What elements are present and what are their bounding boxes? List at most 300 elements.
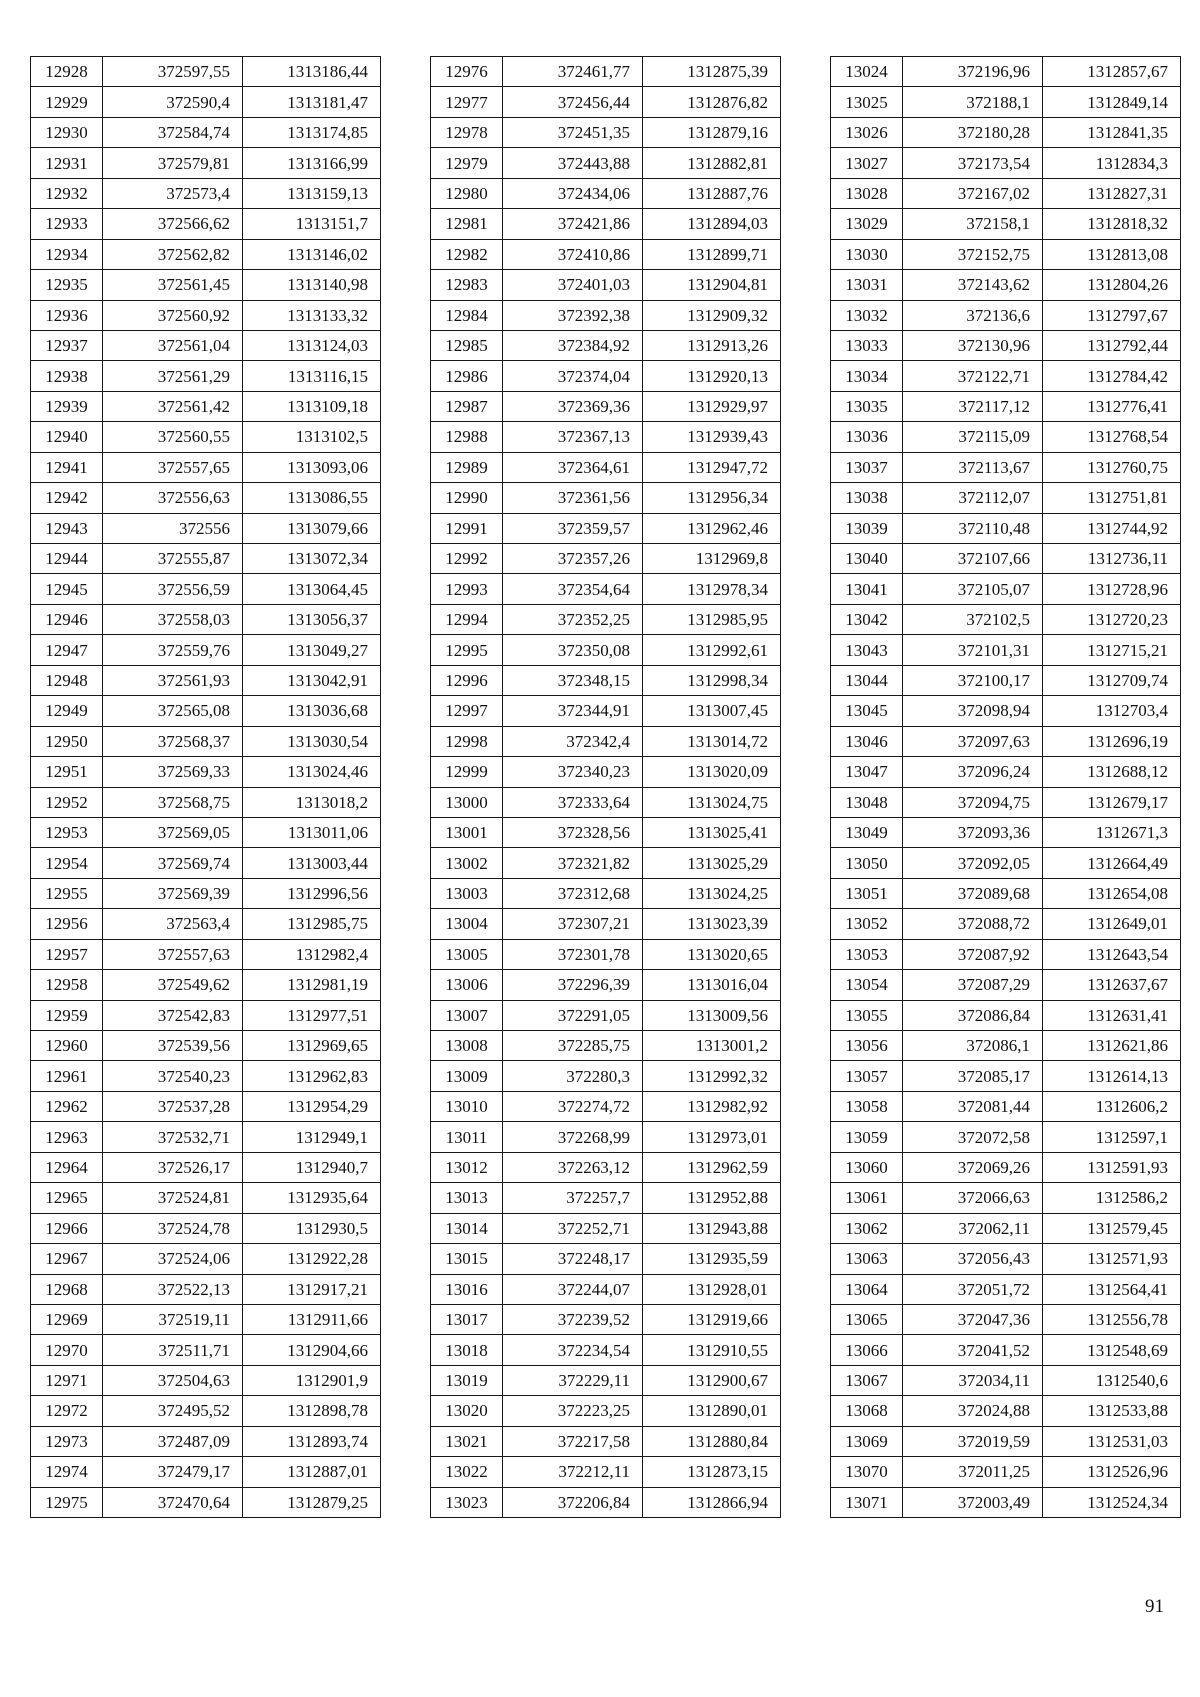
table-row: [31, 1213, 381, 1243]
table-row: [831, 909, 1181, 939]
point-id-cell: 13041: [831, 574, 903, 604]
y-coordinate-cell: 1312949,1: [243, 1122, 381, 1152]
x-coordinate-cell: 372566,62: [103, 209, 243, 239]
x-coordinate-cell: 372328,56: [503, 817, 643, 847]
x-coordinate-cell: 372296,39: [503, 970, 643, 1000]
y-coordinate-cell: 1312956,34: [643, 483, 781, 513]
point-id-cell: 13037: [831, 452, 903, 482]
point-id-cell: 13069: [831, 1426, 903, 1456]
point-id-cell: 13026: [831, 117, 903, 147]
y-coordinate-cell: 1312768,54: [1043, 422, 1181, 452]
x-coordinate-cell: 372072,58: [903, 1122, 1043, 1152]
y-coordinate-cell: 1312898,78: [243, 1396, 381, 1426]
y-coordinate-cell: 1312978,34: [643, 574, 781, 604]
point-id-cell: 13046: [831, 726, 903, 756]
point-id-cell: 13005: [431, 939, 503, 969]
x-coordinate-cell: 372568,75: [103, 787, 243, 817]
x-coordinate-cell: 372047,36: [903, 1304, 1043, 1334]
x-coordinate-cell: 372511,71: [103, 1335, 243, 1365]
y-coordinate-cell: 1313030,54: [243, 726, 381, 756]
y-coordinate-cell: 1312744,92: [1043, 513, 1181, 543]
x-coordinate-cell: 372229,11: [503, 1365, 643, 1395]
table-row: [431, 1152, 781, 1182]
y-coordinate-cell: 1313140,98: [243, 270, 381, 300]
x-coordinate-cell: 372069,26: [903, 1152, 1043, 1182]
y-coordinate-cell: 1312688,12: [1043, 757, 1181, 787]
table-row: [431, 361, 781, 391]
y-coordinate-cell: 1312943,88: [643, 1213, 781, 1243]
x-coordinate-cell: 372524,81: [103, 1183, 243, 1213]
point-id-cell: 12936: [31, 300, 103, 330]
y-coordinate-cell: 1312893,74: [243, 1426, 381, 1456]
x-coordinate-cell: 372301,78: [503, 939, 643, 969]
x-coordinate-cell: 372540,23: [103, 1061, 243, 1091]
point-id-cell: 12998: [431, 726, 503, 756]
y-coordinate-cell: 1312586,2: [1043, 1183, 1181, 1213]
point-id-cell: 12971: [31, 1365, 103, 1395]
point-id-cell: 12967: [31, 1244, 103, 1274]
point-id-cell: 12950: [31, 726, 103, 756]
x-coordinate-cell: 372307,21: [503, 909, 643, 939]
x-coordinate-cell: 372340,23: [503, 757, 643, 787]
x-coordinate-cell: 372062,11: [903, 1213, 1043, 1243]
point-id-cell: 13011: [431, 1122, 503, 1152]
y-coordinate-cell: 1313124,03: [243, 330, 381, 360]
table-row: [31, 1091, 381, 1121]
x-coordinate-cell: 372252,71: [503, 1213, 643, 1243]
table-row: [831, 1213, 1181, 1243]
table-row: [831, 665, 1181, 695]
point-id-cell: 13048: [831, 787, 903, 817]
point-id-cell: 12979: [431, 148, 503, 178]
x-coordinate-cell: 372158,1: [903, 209, 1043, 239]
table-row: [431, 57, 781, 87]
table-row: [831, 1426, 1181, 1456]
table-row: [431, 574, 781, 604]
y-coordinate-cell: 1312973,01: [643, 1122, 781, 1152]
point-id-cell: 13023: [431, 1487, 503, 1517]
table-row: [31, 513, 381, 543]
x-coordinate-cell: 372561,04: [103, 330, 243, 360]
table-row: [831, 1061, 1181, 1091]
point-id-cell: 13060: [831, 1152, 903, 1182]
table-row: [431, 787, 781, 817]
point-id-cell: 13033: [831, 330, 903, 360]
coordinate-table-3: [830, 56, 1181, 1518]
x-coordinate-cell: 372495,52: [103, 1396, 243, 1426]
y-coordinate-cell: 1312715,21: [1043, 635, 1181, 665]
table-row: [31, 87, 381, 117]
table-row: [31, 452, 381, 482]
y-coordinate-cell: 1312880,84: [643, 1426, 781, 1456]
x-coordinate-cell: 372003,49: [903, 1487, 1043, 1517]
table-row: [431, 909, 781, 939]
y-coordinate-cell: 1313001,2: [643, 1031, 781, 1061]
table-row: [831, 1304, 1181, 1334]
point-id-cell: 13036: [831, 422, 903, 452]
point-id-cell: 12959: [31, 1000, 103, 1030]
x-coordinate-cell: 372088,72: [903, 909, 1043, 939]
x-coordinate-cell: 372556,59: [103, 574, 243, 604]
point-id-cell: 12995: [431, 635, 503, 665]
x-coordinate-cell: 372565,08: [103, 696, 243, 726]
x-coordinate-cell: 372081,44: [903, 1091, 1043, 1121]
y-coordinate-cell: 1312910,55: [643, 1335, 781, 1365]
x-coordinate-cell: 372268,99: [503, 1122, 643, 1152]
point-id-cell: 12966: [31, 1213, 103, 1243]
table-row: [31, 604, 381, 634]
x-coordinate-cell: 372561,42: [103, 391, 243, 421]
x-coordinate-cell: 372105,07: [903, 574, 1043, 604]
table-row: [31, 391, 381, 421]
x-coordinate-cell: 372098,94: [903, 696, 1043, 726]
point-id-cell: 13065: [831, 1304, 903, 1334]
point-id-cell: 12949: [31, 696, 103, 726]
point-id-cell: 13034: [831, 361, 903, 391]
point-id-cell: 12951: [31, 757, 103, 787]
x-coordinate-cell: 372100,17: [903, 665, 1043, 695]
x-coordinate-cell: 372557,65: [103, 452, 243, 482]
table-row: [431, 422, 781, 452]
x-coordinate-cell: 372089,68: [903, 878, 1043, 908]
point-id-cell: 12999: [431, 757, 503, 787]
table-row: [431, 939, 781, 969]
table-row: [31, 1396, 381, 1426]
table-row: [31, 939, 381, 969]
table-row: [831, 87, 1181, 117]
point-id-cell: 13021: [431, 1426, 503, 1456]
x-coordinate-cell: 372558,03: [103, 604, 243, 634]
y-coordinate-cell: 1312784,42: [1043, 361, 1181, 391]
y-coordinate-cell: 1313064,45: [243, 574, 381, 604]
y-coordinate-cell: 1312899,71: [643, 239, 781, 269]
table-row: [31, 878, 381, 908]
point-id-cell: 12958: [31, 970, 103, 1000]
x-coordinate-cell: 372122,71: [903, 361, 1043, 391]
x-coordinate-cell: 372263,12: [503, 1152, 643, 1182]
table-row: [831, 57, 1181, 87]
y-coordinate-cell: 1312649,01: [1043, 909, 1181, 939]
point-id-cell: 12954: [31, 848, 103, 878]
table-row: [831, 1335, 1181, 1365]
point-id-cell: 13042: [831, 604, 903, 634]
y-coordinate-cell: 1313186,44: [243, 57, 381, 87]
point-id-cell: 13044: [831, 665, 903, 695]
point-id-cell: 12988: [431, 422, 503, 452]
point-id-cell: 12969: [31, 1304, 103, 1334]
table-row: [31, 787, 381, 817]
point-id-cell: 12937: [31, 330, 103, 360]
point-id-cell: 13045: [831, 696, 903, 726]
x-coordinate-cell: 372384,92: [503, 330, 643, 360]
y-coordinate-cell: 1313025,29: [643, 848, 781, 878]
x-coordinate-cell: 372051,72: [903, 1274, 1043, 1304]
x-coordinate-cell: 372188,1: [903, 87, 1043, 117]
x-coordinate-cell: 372359,57: [503, 513, 643, 543]
table-row: [31, 848, 381, 878]
point-id-cell: 12944: [31, 544, 103, 574]
table-row: [831, 939, 1181, 969]
table-row: [31, 1335, 381, 1365]
coordinate-table-1: [30, 56, 381, 1518]
x-coordinate-cell: 372086,1: [903, 1031, 1043, 1061]
x-coordinate-cell: 372369,36: [503, 391, 643, 421]
table-row: [431, 1396, 781, 1426]
point-id-cell: 12948: [31, 665, 103, 695]
page-number: 91: [1145, 1596, 1164, 1617]
table-row: [431, 635, 781, 665]
point-id-cell: 12986: [431, 361, 503, 391]
y-coordinate-cell: 1312720,23: [1043, 604, 1181, 634]
table-row: [831, 1031, 1181, 1061]
point-id-cell: 13001: [431, 817, 503, 847]
point-id-cell: 12984: [431, 300, 503, 330]
x-coordinate-cell: 372092,05: [903, 848, 1043, 878]
point-id-cell: 13009: [431, 1061, 503, 1091]
point-id-cell: 13003: [431, 878, 503, 908]
point-id-cell: 12952: [31, 787, 103, 817]
point-id-cell: 12989: [431, 452, 503, 482]
y-coordinate-cell: 1312696,19: [1043, 726, 1181, 756]
y-coordinate-cell: 1312526,96: [1043, 1457, 1181, 1487]
table-row: [431, 848, 781, 878]
point-id-cell: 13022: [431, 1457, 503, 1487]
x-coordinate-cell: 372274,72: [503, 1091, 643, 1121]
y-coordinate-cell: 1312913,26: [643, 330, 781, 360]
point-id-cell: 12934: [31, 239, 103, 269]
x-coordinate-cell: 372285,75: [503, 1031, 643, 1061]
point-id-cell: 12961: [31, 1061, 103, 1091]
x-coordinate-cell: 372421,86: [503, 209, 643, 239]
point-id-cell: 12965: [31, 1183, 103, 1213]
point-id-cell: 13039: [831, 513, 903, 543]
point-id-cell: 13002: [431, 848, 503, 878]
x-coordinate-cell: 372107,66: [903, 544, 1043, 574]
y-coordinate-cell: 1312591,93: [1043, 1152, 1181, 1182]
y-coordinate-cell: 1312564,41: [1043, 1274, 1181, 1304]
table-row: [431, 1244, 781, 1274]
point-id-cell: 12977: [431, 87, 503, 117]
y-coordinate-cell: 1313014,72: [643, 726, 781, 756]
point-id-cell: 12963: [31, 1122, 103, 1152]
point-id-cell: 13016: [431, 1274, 503, 1304]
y-coordinate-cell: 1312962,83: [243, 1061, 381, 1091]
point-id-cell: 13062: [831, 1213, 903, 1243]
point-id-cell: 13029: [831, 209, 903, 239]
table-row: [431, 1031, 781, 1061]
y-coordinate-cell: 1312818,32: [1043, 209, 1181, 239]
x-coordinate-cell: 372556: [103, 513, 243, 543]
table-row: [831, 1487, 1181, 1517]
y-coordinate-cell: 1312873,15: [643, 1457, 781, 1487]
point-id-cell: 12956: [31, 909, 103, 939]
x-coordinate-cell: 372555,87: [103, 544, 243, 574]
table-row: [431, 178, 781, 208]
x-coordinate-cell: 372461,77: [503, 57, 643, 87]
x-coordinate-cell: 372526,17: [103, 1152, 243, 1182]
x-coordinate-cell: 372167,02: [903, 178, 1043, 208]
table-row: [431, 148, 781, 178]
table-row: [31, 422, 381, 452]
table-row: [431, 1304, 781, 1334]
point-id-cell: 13013: [431, 1183, 503, 1213]
table-row: [831, 209, 1181, 239]
x-coordinate-cell: 372152,75: [903, 239, 1043, 269]
y-coordinate-cell: 1313024,75: [643, 787, 781, 817]
y-coordinate-cell: 1312857,67: [1043, 57, 1181, 87]
table-row: [431, 1274, 781, 1304]
x-coordinate-cell: 372401,03: [503, 270, 643, 300]
point-id-cell: 12985: [431, 330, 503, 360]
x-coordinate-cell: 372519,11: [103, 1304, 243, 1334]
x-coordinate-cell: 372364,61: [503, 452, 643, 482]
point-id-cell: 13050: [831, 848, 903, 878]
y-coordinate-cell: 1312920,13: [643, 361, 781, 391]
x-coordinate-cell: 372342,4: [503, 726, 643, 756]
y-coordinate-cell: 1313056,37: [243, 604, 381, 634]
y-coordinate-cell: 1312954,29: [243, 1091, 381, 1121]
point-id-cell: 12940: [31, 422, 103, 452]
table-row: [31, 909, 381, 939]
x-coordinate-cell: 372115,09: [903, 422, 1043, 452]
y-coordinate-cell: 1313079,66: [243, 513, 381, 543]
table-row: [31, 57, 381, 87]
x-coordinate-cell: 372524,06: [103, 1244, 243, 1274]
table-row: [831, 1396, 1181, 1426]
x-coordinate-cell: 372487,09: [103, 1426, 243, 1456]
x-coordinate-cell: 372086,84: [903, 1000, 1043, 1030]
x-coordinate-cell: 372563,4: [103, 909, 243, 939]
y-coordinate-cell: 1312952,88: [643, 1183, 781, 1213]
point-id-cell: 13049: [831, 817, 903, 847]
y-coordinate-cell: 1312882,81: [643, 148, 781, 178]
x-coordinate-cell: 372087,92: [903, 939, 1043, 969]
y-coordinate-cell: 1313009,56: [643, 1000, 781, 1030]
x-coordinate-cell: 372354,64: [503, 574, 643, 604]
point-id-cell: 12974: [31, 1457, 103, 1487]
point-id-cell: 12994: [431, 604, 503, 634]
table-row: [31, 178, 381, 208]
table-row: [31, 1487, 381, 1517]
table-row: [431, 1122, 781, 1152]
coordinate-table-2: [430, 56, 781, 1518]
table-row: [431, 696, 781, 726]
y-coordinate-cell: 1312548,69: [1043, 1335, 1181, 1365]
y-coordinate-cell: 1312579,45: [1043, 1213, 1181, 1243]
y-coordinate-cell: 1312947,72: [643, 452, 781, 482]
table-row: [431, 970, 781, 1000]
table-row: [831, 422, 1181, 452]
point-id-cell: 12996: [431, 665, 503, 695]
point-id-cell: 13019: [431, 1365, 503, 1395]
x-coordinate-cell: 372239,52: [503, 1304, 643, 1334]
table-row: [831, 604, 1181, 634]
x-coordinate-cell: 372560,92: [103, 300, 243, 330]
y-coordinate-cell: 1312962,46: [643, 513, 781, 543]
y-coordinate-cell: 1313086,55: [243, 483, 381, 513]
x-coordinate-cell: 372173,54: [903, 148, 1043, 178]
table-row: [831, 1365, 1181, 1395]
y-coordinate-cell: 1313003,44: [243, 848, 381, 878]
x-coordinate-cell: 372056,43: [903, 1244, 1043, 1274]
x-coordinate-cell: 372539,56: [103, 1031, 243, 1061]
y-coordinate-cell: 1312540,6: [1043, 1365, 1181, 1395]
point-id-cell: 13068: [831, 1396, 903, 1426]
table-row: [31, 1000, 381, 1030]
point-id-cell: 13017: [431, 1304, 503, 1334]
y-coordinate-cell: 1312792,44: [1043, 330, 1181, 360]
point-id-cell: 12942: [31, 483, 103, 513]
x-coordinate-cell: 372569,33: [103, 757, 243, 787]
table-row: [831, 1244, 1181, 1274]
table-row: [431, 391, 781, 421]
x-coordinate-cell: 372361,56: [503, 483, 643, 513]
point-id-cell: 12975: [31, 1487, 103, 1517]
table-row: [831, 391, 1181, 421]
x-coordinate-cell: 372244,07: [503, 1274, 643, 1304]
x-coordinate-cell: 372117,12: [903, 391, 1043, 421]
table-row: [831, 1122, 1181, 1152]
y-coordinate-cell: 1312901,9: [243, 1365, 381, 1395]
table-row: [431, 726, 781, 756]
y-coordinate-cell: 1312998,34: [643, 665, 781, 695]
table-row: [831, 239, 1181, 269]
x-coordinate-cell: 372542,83: [103, 1000, 243, 1030]
y-coordinate-cell: 1312890,01: [643, 1396, 781, 1426]
table-row: [31, 117, 381, 147]
y-coordinate-cell: 1312935,64: [243, 1183, 381, 1213]
point-id-cell: 13010: [431, 1091, 503, 1121]
point-id-cell: 13071: [831, 1487, 903, 1517]
x-coordinate-cell: 372196,96: [903, 57, 1043, 87]
y-coordinate-cell: 1312621,86: [1043, 1031, 1181, 1061]
table-row: [31, 574, 381, 604]
table-row: [31, 1122, 381, 1152]
point-id-cell: 12957: [31, 939, 103, 969]
table-row: [31, 726, 381, 756]
point-id-cell: 12983: [431, 270, 503, 300]
x-coordinate-cell: 372443,88: [503, 148, 643, 178]
x-coordinate-cell: 372143,62: [903, 270, 1043, 300]
x-coordinate-cell: 372560,55: [103, 422, 243, 452]
y-coordinate-cell: 1312969,65: [243, 1031, 381, 1061]
point-id-cell: 12993: [431, 574, 503, 604]
table-row: [31, 1061, 381, 1091]
point-id-cell: 12987: [431, 391, 503, 421]
table-row: [831, 970, 1181, 1000]
table-row: [431, 270, 781, 300]
table-row: [831, 726, 1181, 756]
point-id-cell: 13053: [831, 939, 903, 969]
point-id-cell: 12991: [431, 513, 503, 543]
y-coordinate-cell: 1312827,31: [1043, 178, 1181, 208]
x-coordinate-cell: 372357,26: [503, 544, 643, 574]
table-row: [31, 1183, 381, 1213]
table-row: [831, 1091, 1181, 1121]
y-coordinate-cell: 1312709,74: [1043, 665, 1181, 695]
table-row: [831, 148, 1181, 178]
table-row: [431, 330, 781, 360]
x-coordinate-cell: 372102,5: [903, 604, 1043, 634]
y-coordinate-cell: 1313016,04: [643, 970, 781, 1000]
y-coordinate-cell: 1313174,85: [243, 117, 381, 147]
table-row: [831, 1457, 1181, 1487]
point-id-cell: 12947: [31, 635, 103, 665]
x-coordinate-cell: 372206,84: [503, 1487, 643, 1517]
x-coordinate-cell: 372223,25: [503, 1396, 643, 1426]
x-coordinate-cell: 372024,88: [903, 1396, 1043, 1426]
x-coordinate-cell: 372212,11: [503, 1457, 643, 1487]
